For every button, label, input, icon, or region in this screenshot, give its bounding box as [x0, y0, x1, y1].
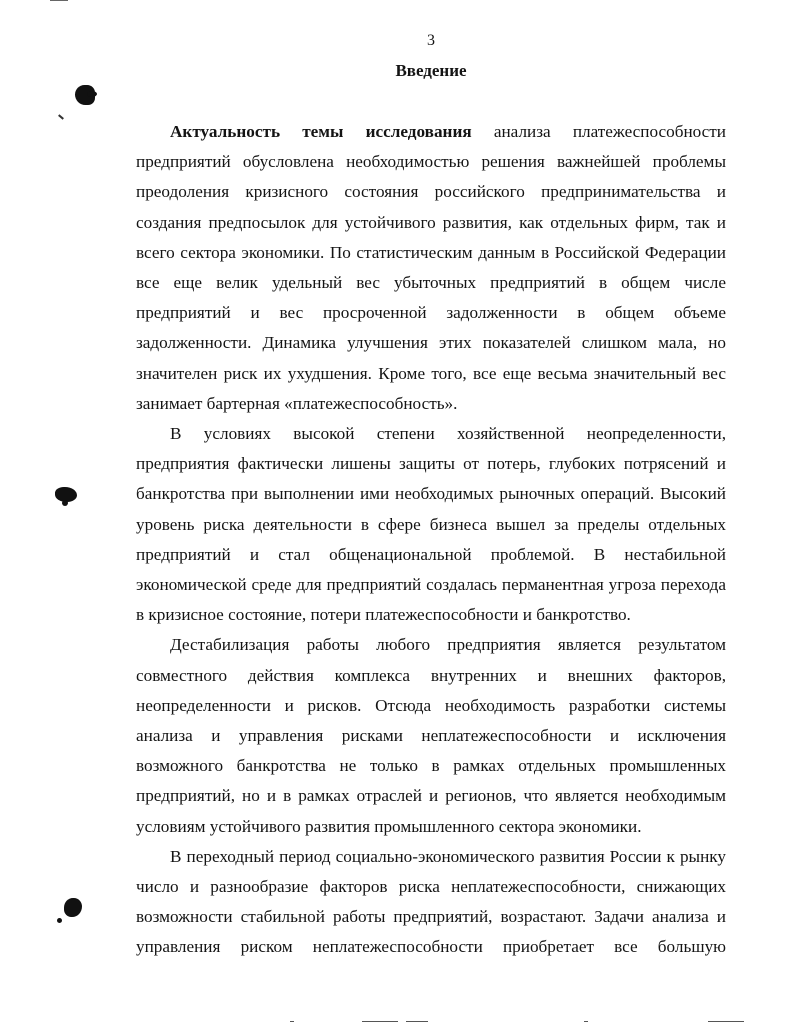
- ink-blot-decoration: [64, 898, 82, 917]
- paragraph-text: В переходный период социально-экономического развития России к рынку число и разнообразие факторов риска неплатежеспособности, снижающих возможности стабильной работы предприятий, возрастают. Задачи анализа и управления риском неплатежеспособности приобретает все большую: [136, 846, 726, 957]
- paragraph-lead: Актуальность темы исследования: [170, 122, 472, 141]
- scan-edge-mark: [708, 1021, 744, 1022]
- page-title: Введение: [395, 61, 467, 80]
- paragraph-transition: [136, 842, 726, 963]
- paragraph-text: Дестабилизация работы любого предприятия является результатом совместного действия комплекса внутренних и внешних факторов, неопределенности и рисков. Отсюда необходимость разработки системы анализа и управления рисками неплатежеспособности и исключения возможного банкротства не только в рамках отдельных промышленных предприятий, но и в рамках отраслей и регионов, что является необходимым условиям устойчивого развития промышленного сектора экономики.: [136, 635, 726, 836]
- document-body: [136, 117, 726, 963]
- paragraph-text: В условиях высокой степени хозяйственной неопределенности, предприятия фактически лишены защиты от потерь, глубоких потрясений и банкротства при выполнении ими необходимых рыночных операций. Высокий уровень риска деятельности в сфере бизнеса вышел за пределы отдельных предприятий и стал общенациональной проблемой. В нестабильной экономической среде для предприятий создалась перманентная угроза перехода в кризисное состояние, потери платежеспособности и банкротство.: [136, 424, 726, 625]
- ink-blot-decoration: [75, 85, 95, 105]
- ink-blot-decoration: [55, 487, 77, 502]
- paragraph-relevance: [136, 117, 726, 419]
- scan-edge-mark: [584, 1021, 588, 1022]
- paragraph-uncertainty: [136, 419, 726, 630]
- scan-edge-mark: [406, 1021, 428, 1022]
- ink-speck-decoration: [58, 114, 64, 119]
- scan-edge-mark: [50, 0, 68, 1]
- scan-edge-mark: [290, 1021, 294, 1022]
- page-number: 3: [427, 32, 435, 49]
- scan-edge-mark: [362, 1021, 398, 1022]
- paragraph-text: анализа платежеспособности предприятий обусловлена необходимостью решения важнейшей проблемы преодоления кризисного состояния российского предпринимательства и создания предпосылок для устойчивого развития, как отдельных фирм, так и всего сектора экономики. По статистическим данным в Российской Федерации все еще велик удельный вес убыточных предприятий в общем числе предприятий и вес просроченной задолженности в общем объеме задолженности. Динамика улучшения этих показателей слишком мала, но значителен риск их ухудшения. Кроме того, все еще весьма значительный вес занимает бартерная «платежеспособность».: [136, 122, 727, 413]
- paragraph-destabilization: [136, 630, 726, 841]
